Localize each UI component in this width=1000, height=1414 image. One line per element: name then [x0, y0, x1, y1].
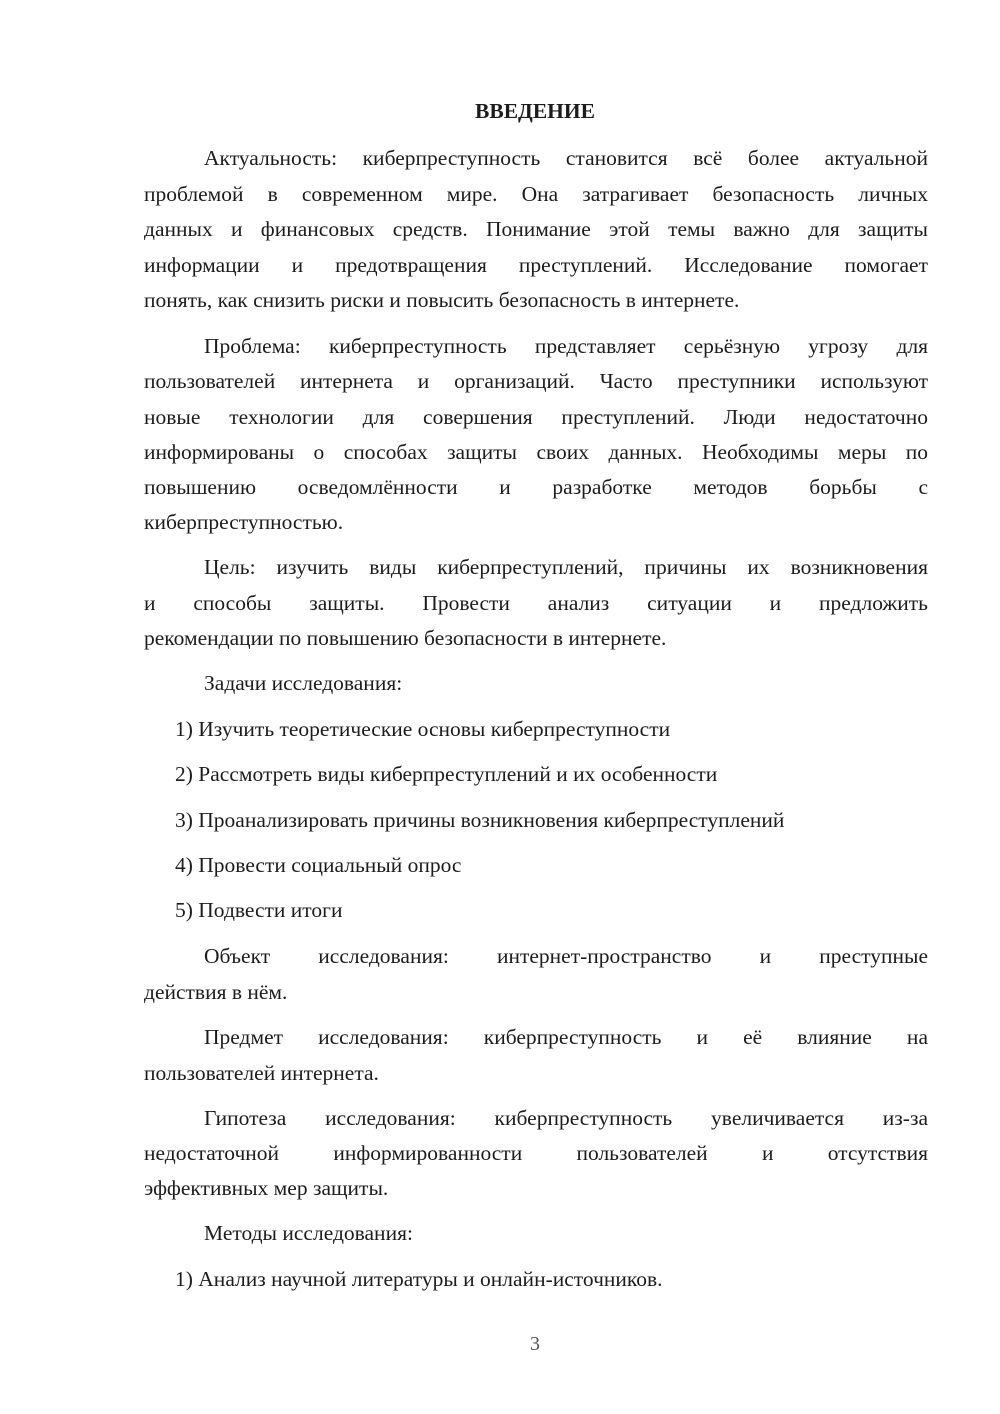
- section-title: ВВЕДЕНИЕ: [475, 99, 595, 123]
- task-item-4: 4) Провести социальный опрос: [175, 853, 462, 877]
- relevance-line-4: информации и предотвращения преступлений. Исследование помогает: [144, 253, 928, 277]
- object-line-2: действия в нём.: [144, 980, 288, 1004]
- relevance-line-3: данных и финансовых средств. Понимание этой темы важно для защиты: [144, 217, 928, 241]
- task-item-3: 3) Проанализировать причины возникновения киберпреступлений: [175, 808, 785, 832]
- hypothesis-line-1: Гипотеза исследования: киберпреступность увеличивается из-за: [204, 1106, 928, 1130]
- problem-line-1: Проблема: киберпреступность представляет серьёзную угрозу для: [204, 334, 928, 358]
- relevance-line-5: понять, как снизить риски и повысить безопасность в интернете.: [144, 288, 740, 312]
- task-item-2: 2) Рассмотреть виды киберпреступлений и их особенности: [175, 762, 718, 786]
- problem-line-3: новые технологии для совершения преступлений. Люди недостаточно: [144, 405, 928, 429]
- problem-line-6: киберпреступностью.: [144, 510, 344, 534]
- problem-line-2: пользователей интернета и организаций. Часто преступники используют: [144, 369, 928, 393]
- goal-line-2: и способы защиты. Провести анализ ситуации и предложить: [144, 591, 928, 615]
- relevance-line-1: Актуальность: киберпреступность становится всё более актуальной: [204, 146, 928, 170]
- object-line-1: Объект исследования: интернет-пространство и преступные: [204, 944, 928, 968]
- problem-line-4: информированы о способах защиты своих данных. Необходимы меры по: [144, 440, 928, 464]
- method-item-1: 1) Анализ научной литературы и онлайн-источников.: [175, 1267, 663, 1291]
- hypothesis-line-3: эффективных мер защиты.: [144, 1176, 389, 1200]
- goal-line-1: Цель: изучить виды киберпреступлений, причины их возникновения: [204, 555, 928, 579]
- subject-line-2: пользователей интернета.: [144, 1061, 379, 1085]
- page-number: 3: [530, 1333, 540, 1355]
- relevance-line-2: проблемой в современном мире. Она затрагивает безопасность личных: [144, 182, 928, 206]
- subject-line-1: Предмет исследования: киберпреступность и её влияние на: [204, 1025, 928, 1049]
- hypothesis-line-2: недостаточной информированности пользователей и отсутствия: [144, 1141, 928, 1165]
- task-item-1: 1) Изучить теоретические основы киберпреступности: [175, 717, 671, 741]
- task-item-5: 5) Подвести итоги: [175, 898, 343, 922]
- tasks-heading: Задачи исследования:: [204, 671, 403, 695]
- methods-heading: Методы исследования:: [204, 1221, 413, 1245]
- problem-line-5: повышению осведомлённости и разработке методов борьбы с: [144, 475, 928, 499]
- goal-line-3: рекомендации по повышению безопасности в интернете.: [144, 626, 667, 650]
